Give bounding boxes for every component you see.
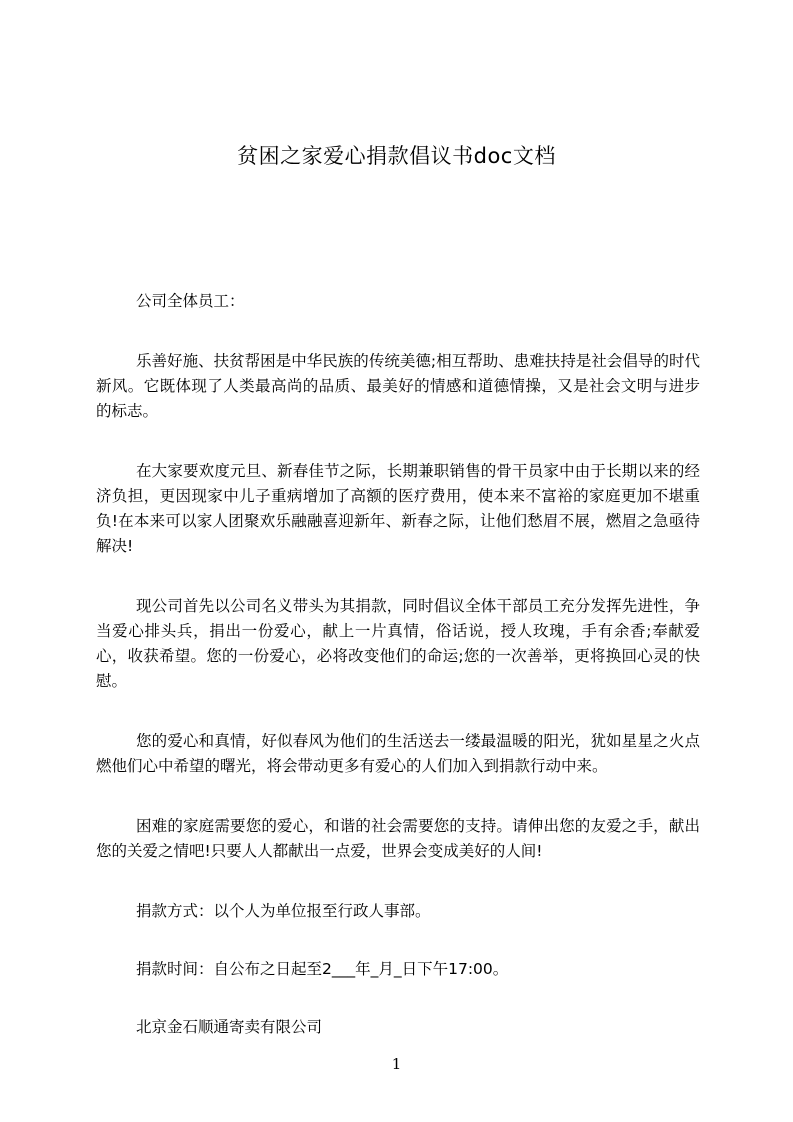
paragraph-situation: 在大家要欢度元旦、新春佳节之际，长期兼职销售的骨干员家中由于长期以来的经济负担，更因现家中儿子重病增加了高额的医疗费用，使本来不富裕的家庭更加不堪重负!在本来可以家人团聚欢乐融融喜迎新年、新春之际，让他们愁眉不展，燃眉之急亟待解决! [96, 462, 700, 555]
donation-method: 捐款方式：以个人为单位报至行政人事部。 [136, 902, 431, 920]
document-body [96, 289, 700, 1073]
paragraph-call-to-action: 困难的家庭需要您的爱心，和谐的社会需要您的支持。请伸出您的友爱之手，献出您的关爱之情吧!只要人人都献出一点爱，世界会变成美好的人间! [96, 817, 700, 860]
page-number: 1 [391, 1055, 402, 1073]
paragraph-virtue: 乐善好施、扶贫帮困是中华民族的传统美德;相互帮助、患难扶持是社会倡导的时代新风。它既体现了人类最高尚的品质、最美好的情感和道德情操，又是社会文明与进步的标志。 [96, 352, 700, 420]
paragraph-warmth: 您的爱心和真情，好似春风为他们的生活送去一缕最温暖的阳光，犹如星星之火点燃他们心中希望的曙光，将会带动更多有爱心的人们加入到捐款行动中来。 [96, 732, 700, 775]
salutation: 公司全体员工： [136, 292, 245, 310]
donation-time: 捐款时间：自公布之日起至2___年_月_日下午17:00。 [136, 960, 509, 978]
document-title: 贫困之家爱心捐款倡议书doc文档 [237, 144, 556, 168]
company-signature: 北京金石顺通寄卖有限公司 [136, 1018, 323, 1036]
paragraph-appeal: 现公司首先以公司名义带头为其捐款，同时倡议全体干部员工充分发挥先进性，争当爱心排头兵，捐出一份爱心，献上一片真情，俗话说，授人玫瑰，手有余香;奉献爱心，收获希望。您的一份爱心，必将改变他们的命运;您的一次善举，更将换回心灵的快慰。 [96, 597, 700, 690]
